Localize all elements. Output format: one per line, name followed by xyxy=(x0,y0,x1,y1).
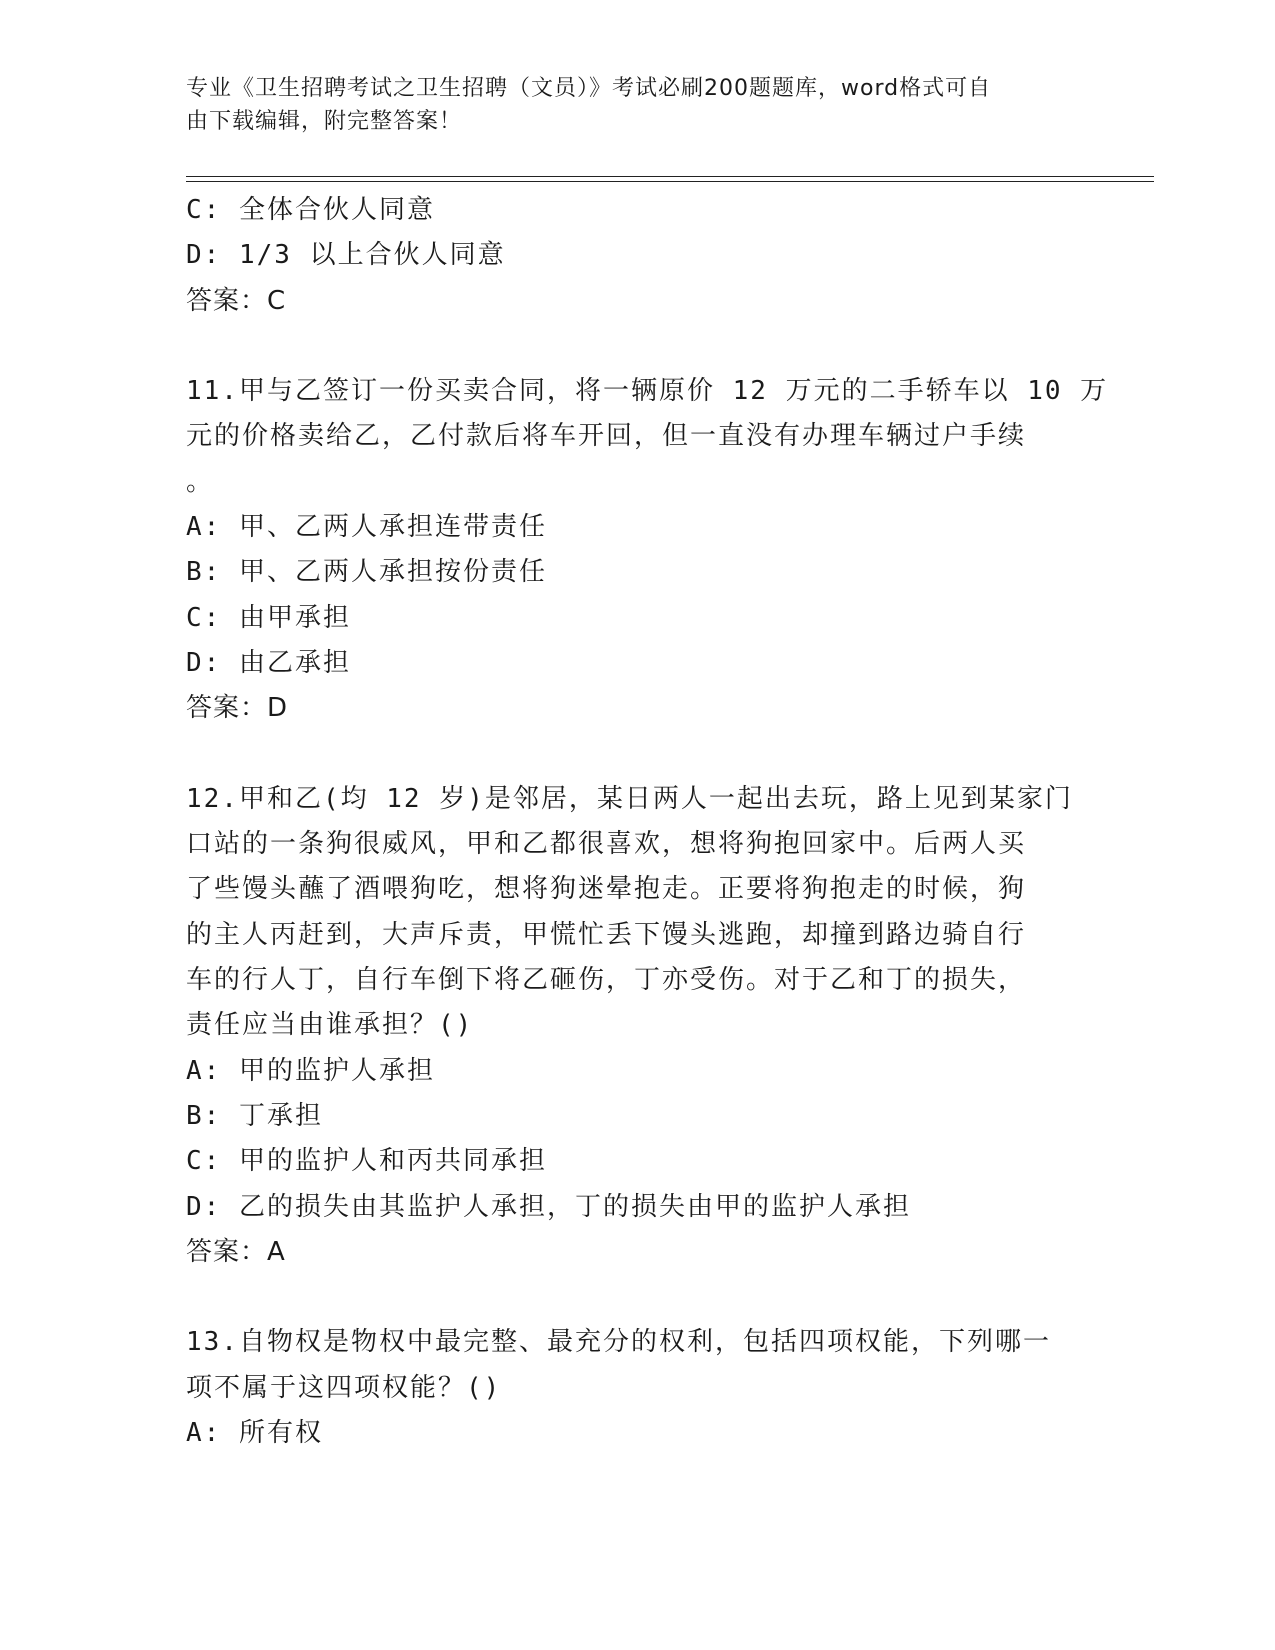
header-divider-top xyxy=(186,176,1154,177)
question-text-line: 13.自物权是物权中最完整、最充分的权利，包括四项权能，下列哪一 xyxy=(186,1327,1051,1358)
option-b: B: 甲、乙两人承担按份责任 xyxy=(186,557,547,588)
question-text-line: 口站的一条狗很威风，甲和乙都很喜欢，想将狗抱回家中。后两人买 xyxy=(186,829,1027,860)
question-text-line: 。 xyxy=(186,466,215,497)
question-11 xyxy=(186,369,1109,731)
option-d: D: 乙的损失由其监护人承担，丁的损失由甲的监护人承担 xyxy=(186,1191,911,1222)
spacer xyxy=(186,732,1086,777)
option-d: D: 1/3 以上合伙人同意 xyxy=(186,240,506,271)
header-line-1: 专业《卫生招聘考试之卫生招聘（文员）》考试必刷200题题库，word格式可自 xyxy=(186,76,992,101)
question-text-line: 了些馒头蘸了酒喂狗吃，想将狗迷晕抱走。正要将狗抱走的时候，狗 xyxy=(186,874,1027,905)
question-text-line: 元的价格卖给乙，乙付款后将车开回，但一直没有办理车辆过户手续 xyxy=(186,421,1027,452)
option-c: C: 甲的监护人和丙共同承担 xyxy=(186,1146,547,1177)
option-a: A: 甲的监护人承担 xyxy=(186,1055,435,1086)
spacer xyxy=(186,324,1086,369)
question-text-line: 项不属于这四项权能？() xyxy=(186,1372,502,1403)
answer: 答案：D xyxy=(186,693,289,724)
question-12 xyxy=(186,777,1086,1275)
header-divider-bottom xyxy=(186,181,1154,182)
option-b: B: 丁承担 xyxy=(186,1100,323,1131)
option-a: A: 甲、乙两人承担连带责任 xyxy=(186,512,547,543)
question-text-line: 12.甲和乙(均 12 岁)是邻居，某日两人一起出去玩，路上见到某家门 xyxy=(186,783,1073,814)
answer: 答案：C xyxy=(186,285,287,316)
option-c: C: 全体合伙人同意 xyxy=(186,195,435,225)
question-text-line: 车的行人丁，自行车倒下将乙砸伤，丁亦受伤。对于乙和丁的损失， xyxy=(186,965,1027,996)
document-header xyxy=(186,72,1066,138)
spacer xyxy=(186,1275,1086,1320)
option-a: A: 所有权 xyxy=(186,1418,323,1449)
header-line-2: 由下载编辑，附完整答案！ xyxy=(186,109,463,134)
question-10-continued xyxy=(186,188,1086,324)
option-c: C: 由甲承担 xyxy=(186,602,351,633)
question-text-line: 的主人丙赶到，大声斥责，甲慌忙丢下馒头逃跑，却撞到路边骑自行 xyxy=(186,919,1027,950)
question-text-line: 责任应当由谁承担？() xyxy=(186,1010,474,1041)
question-text-line: 11.甲与乙签订一份买卖合同，将一辆原价 12 万元的二手轿车以 10 万 xyxy=(186,376,1109,407)
question-13 xyxy=(186,1320,1086,1456)
answer: 答案：A xyxy=(186,1236,286,1267)
question-content xyxy=(186,188,1109,1456)
option-d: D: 由乙承担 xyxy=(186,647,351,678)
